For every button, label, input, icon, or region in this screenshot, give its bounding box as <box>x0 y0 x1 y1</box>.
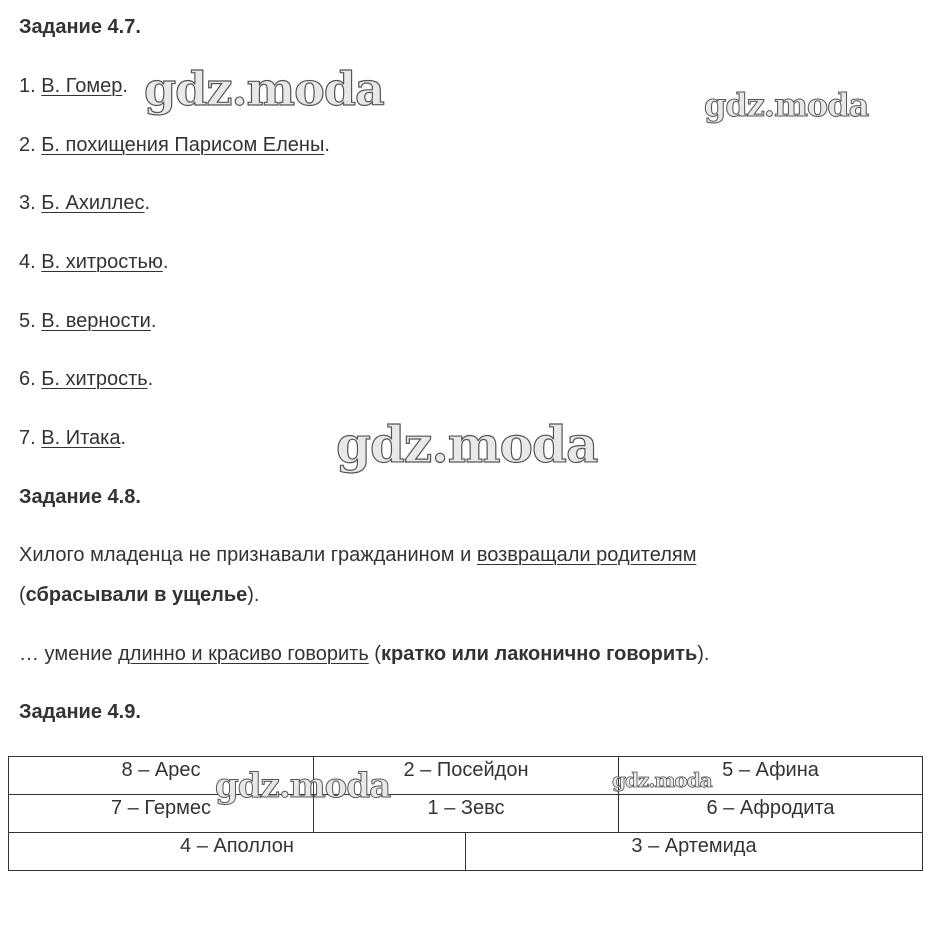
answer-item-1 <box>19 75 128 98</box>
answer-item-6 <box>19 368 153 391</box>
item-number: 6. <box>19 368 36 390</box>
answer-item-2 <box>19 134 330 157</box>
answer-item-3 <box>19 192 150 215</box>
task-4-7-title: Задание 4.7. <box>19 16 141 38</box>
table-row <box>9 757 923 795</box>
watermark: gdz.moda <box>215 766 391 806</box>
paren-close: ). <box>247 584 260 606</box>
table-cell: 8 – Арес <box>9 757 314 795</box>
gods-table <box>8 756 923 871</box>
underlined-answer: возвращали родителям <box>476 544 697 566</box>
answer-text: В. верности <box>41 310 151 332</box>
task-4-8-line-2 <box>19 584 259 607</box>
table-cell: 2 – Посейдон <box>314 757 619 795</box>
task-4-8-title: Задание 4.8. <box>19 486 141 508</box>
answer-item-4 <box>19 251 168 274</box>
sentence-text: Хилого младенца не признавали гражданином и <box>19 544 477 566</box>
answer-item-7 <box>19 427 126 450</box>
watermark: gdz.moda <box>144 62 384 116</box>
item-end: . <box>122 75 128 97</box>
answer-text: Б. хитрость <box>41 368 148 390</box>
bold-correction: сбрасывали в ущелье <box>25 584 248 606</box>
paren-open: ( <box>368 643 381 665</box>
bold-correction: кратко или лаконично говорить <box>380 643 698 665</box>
task-4-8-line-1 <box>19 544 696 567</box>
table-row <box>9 833 923 871</box>
table-cell: 3 – Артемида <box>466 833 923 871</box>
answer-text: Б. похищения Парисом Елены <box>41 134 325 156</box>
paren-close: ). <box>697 643 710 665</box>
item-end: . <box>150 310 157 332</box>
item-number: 7. <box>19 427 36 449</box>
table-cell: 6 – Афродита <box>619 795 923 833</box>
answer-item-5 <box>19 310 156 333</box>
answer-text: В. хитростью <box>41 251 163 273</box>
watermark: gdz.moda <box>336 415 598 474</box>
answer-text: В. Итака <box>41 427 121 449</box>
item-end: . <box>147 368 154 390</box>
table-row <box>9 795 923 833</box>
table-cell: 1 – Зевс <box>314 795 619 833</box>
item-number: 3. <box>19 192 36 214</box>
item-number: 4. <box>19 251 36 273</box>
item-number: 2. <box>19 134 36 156</box>
table-cell: 4 – Аполлон <box>9 833 466 871</box>
item-number: 5. <box>19 310 36 332</box>
answer-text: В. Гомер <box>41 75 123 97</box>
answer-text: Б. Ахиллес <box>41 192 145 214</box>
task-4-8-line-3 <box>19 643 709 666</box>
item-end: . <box>144 192 151 214</box>
item-end: . <box>120 427 127 449</box>
table-cell: 5 – Афина <box>619 757 923 795</box>
paren-open: ( <box>19 584 26 606</box>
item-end: . <box>162 251 169 273</box>
watermark: gdz.moda <box>612 768 712 792</box>
underlined-answer: длинно и красиво говорить <box>118 643 369 665</box>
watermark: gdz.moda <box>704 86 869 124</box>
task-4-9-title: Задание 4.9. <box>19 701 141 723</box>
sentence-text: … умение <box>19 643 119 665</box>
item-end: . <box>324 134 330 156</box>
table-cell: 7 – Гермес <box>9 795 314 833</box>
item-number: 1. <box>19 75 36 97</box>
